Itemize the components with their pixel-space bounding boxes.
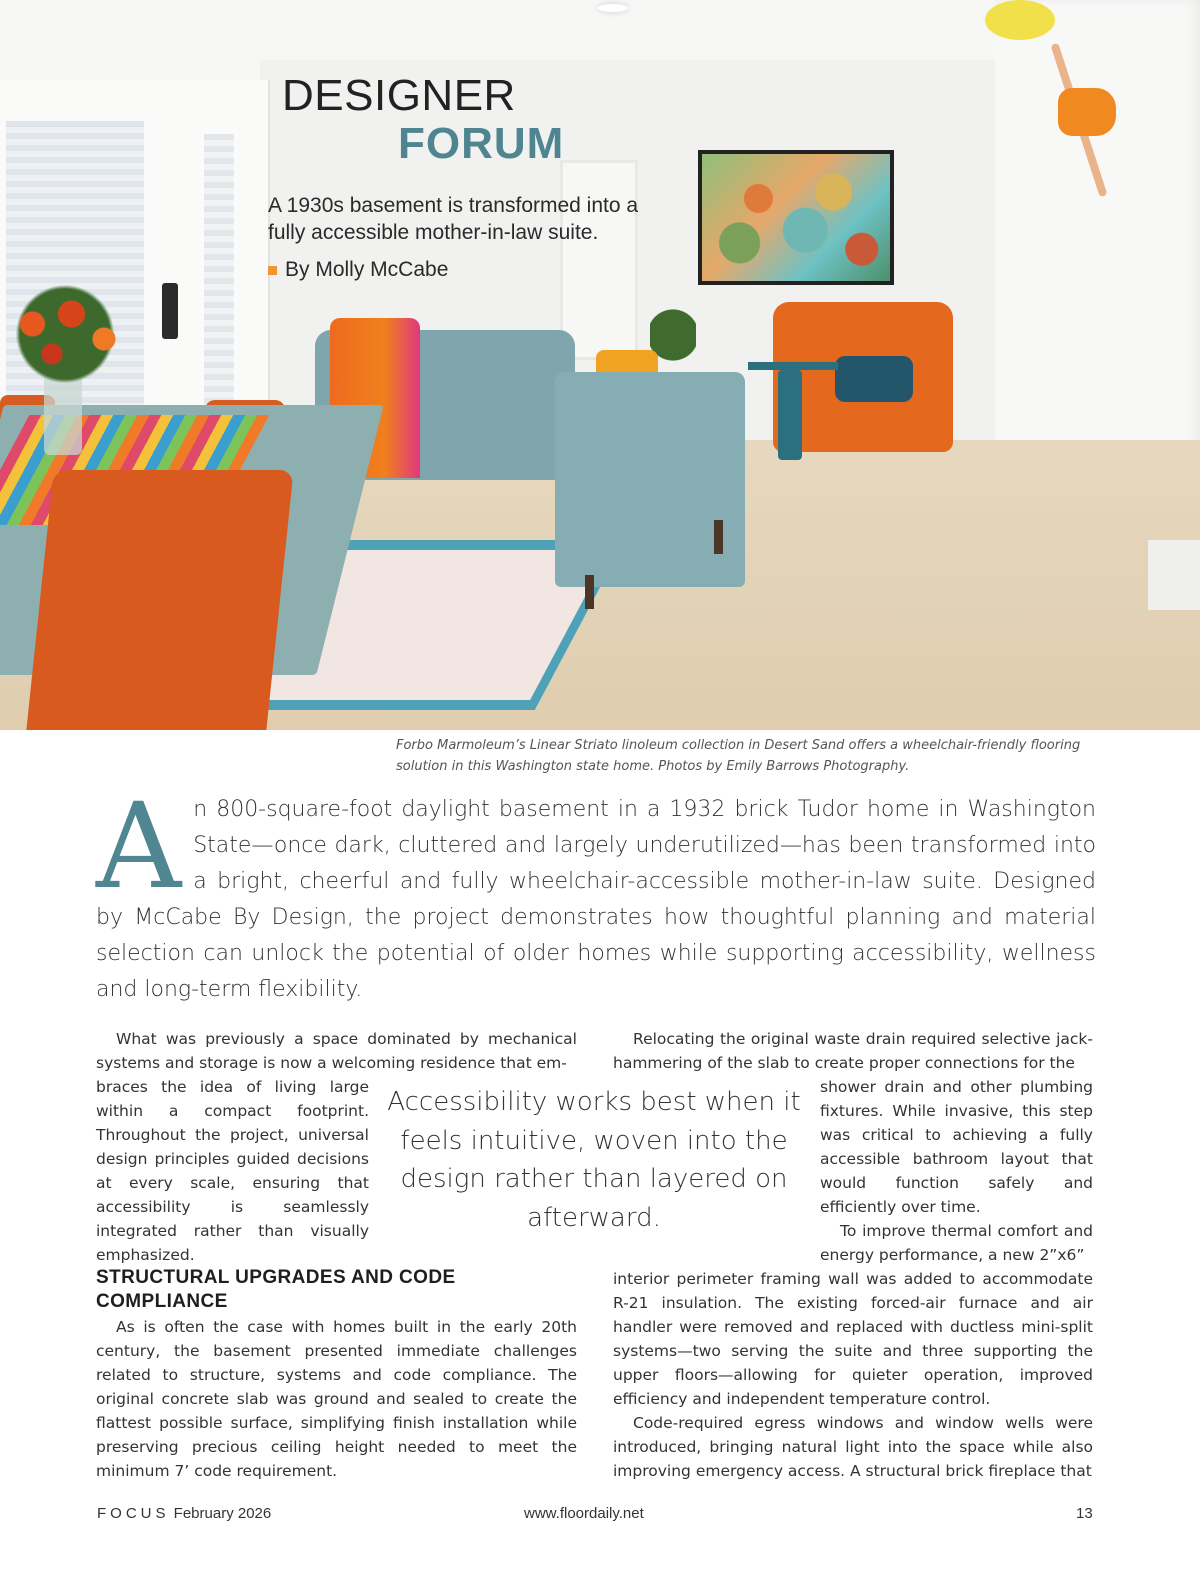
byline bbox=[268, 258, 448, 282]
drop-cap: A bbox=[96, 777, 182, 915]
pull-quote: Accessibility works best when it feels intuitive, woven into the design rather than layered on afterward. bbox=[387, 1087, 801, 1233]
hero-photo bbox=[0, 0, 1200, 730]
left-paragraph-1-wrap: braces the idea of living large within a compact footprint. Throughout the project, universal design principles guided decisions at every scale, ensuring that accessibility is seamlessly integrated rather than visually emphasized. bbox=[96, 1078, 369, 1264]
footer-brand: FOCUS bbox=[97, 1505, 170, 1522]
footer-publication bbox=[97, 1505, 271, 1522]
right-paragraph-2-wrap: To improve thermal comfort and energy performance, a new 2”x6” bbox=[820, 1222, 1093, 1264]
armchair-pillow bbox=[835, 356, 913, 402]
side-window-blinds bbox=[200, 130, 238, 410]
byline-marker-icon bbox=[268, 266, 277, 275]
dining-chair-front bbox=[26, 470, 293, 730]
right-paragraph-1-top: Relocating the original waste drain required selective jack-hammering of the slab to create proper connections for the bbox=[613, 1030, 1093, 1072]
photo-caption: Forbo Marmoleum’s Linear Striato linoleum collection in Desert Sand offers a wheelchair-friendly flooring solution in this Washington state home. Photos by Emily Barrows Photography. bbox=[396, 738, 1081, 774]
sconce-flower bbox=[985, 0, 1055, 40]
flower-bouquet bbox=[0, 284, 130, 384]
section-title-designer: DESIGNER bbox=[282, 71, 516, 120]
intro-text: n 800-square-foot daylight basement in a 1932 brick Tudor home in Washington State—once dark, cluttered and largely underutilized—has been transformed into a bright, cheerful and fully wheelchair-accessible mother-in-law suite. Designed by McCabe By Design, the project demonstrates how thoughtful planning and material selection can unlock the potential of older homes while supporting accessibility, wellness and long-term flexibility. bbox=[96, 797, 1096, 1002]
left-paragraph-2: As is often the case with homes built in the early 20th century, the basement presented immediate challenges related to structure, systems and code compliance. The original concrete slab was ground and sealed to create the flattest possible surface, simplifying finish installation while preserving precious ceiling height needed to meet the minimum 7’ code requirement. bbox=[96, 1318, 577, 1480]
door-lock bbox=[162, 283, 178, 339]
right-paragraph-3: Code-required egress windows and window wells were introduced, bringing natural light into the space while also improving emergency access. A structural brick fireplace that bbox=[613, 1414, 1093, 1480]
sofa-leg bbox=[714, 520, 723, 554]
byline-text: By Molly McCabe bbox=[285, 258, 449, 281]
footer-url[interactable]: www.floordaily.net bbox=[524, 1505, 644, 1522]
wall-painting bbox=[698, 150, 894, 285]
right-paragraph-1-wrap: shower drain and other plumbing fixtures. While invasive, this step was critical to achieving a fully accessible bathroom layout that would function safely and efficiently over time. bbox=[820, 1078, 1093, 1216]
ceiling-light bbox=[598, 4, 628, 12]
sofa-side bbox=[555, 372, 745, 587]
intro-paragraph bbox=[96, 777, 1096, 1008]
right-paragraph-2: interior perimeter framing wall was added to accommodate R-21 insulation. The existing forced-air furnace and air handler were removed and replaced with ductless mini-split systems—two serving the suite and three supporting the upper floors—allowing for quieter operation, improved efficiency and independent temperature control. bbox=[613, 1270, 1093, 1408]
left-paragraph-1-top: What was previously a space dominated by mechanical systems and storage is now a welcoming residence that em- bbox=[96, 1030, 577, 1072]
article-subtitle: A 1930s basement is transformed into a fully accessible mother-in-law suite. bbox=[268, 194, 639, 244]
sofa-leg bbox=[585, 575, 594, 609]
hand-sconce bbox=[1058, 88, 1116, 136]
side-table-top bbox=[748, 362, 838, 462]
counter bbox=[1148, 540, 1200, 610]
page-number: 13 bbox=[1076, 1505, 1093, 1522]
interior-door bbox=[560, 160, 638, 360]
section-title-forum: FORUM bbox=[398, 119, 565, 168]
footer-issue: February 2026 bbox=[173, 1505, 272, 1522]
section-heading: STRUCTURAL UPGRADES AND CODE COMPLIANCE bbox=[96, 1267, 456, 1312]
